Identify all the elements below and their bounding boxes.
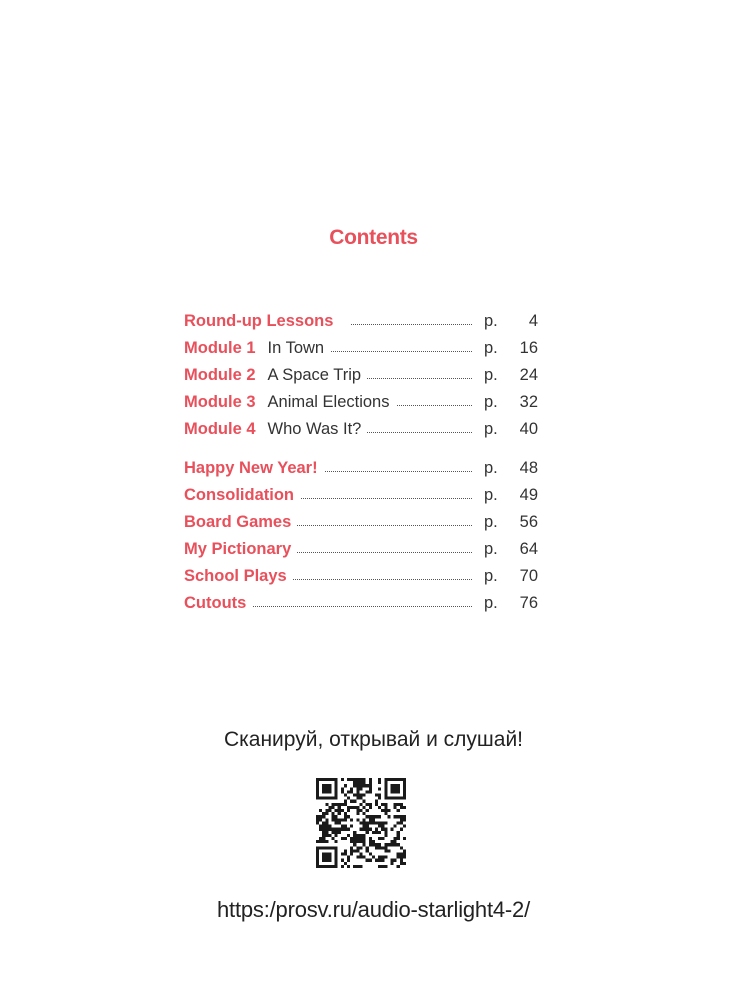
toc-entry-p: p. bbox=[484, 459, 498, 477]
toc-entry-board-games[interactable] bbox=[184, 509, 540, 536]
toc-entry-page: 70 bbox=[519, 567, 538, 585]
toc-entry-page: 4 bbox=[528, 312, 538, 330]
toc-entry-p: p. bbox=[484, 420, 498, 438]
toc-entry-page: 64 bbox=[519, 540, 538, 558]
toc-entry-label: Module 1 bbox=[184, 339, 256, 357]
toc-entry-page: 56 bbox=[519, 513, 538, 531]
toc-entry-p: p. bbox=[484, 486, 498, 504]
toc-entry-page: 49 bbox=[519, 486, 538, 504]
toc-entry-module-4[interactable] bbox=[184, 416, 540, 443]
toc-entry-p: p. bbox=[484, 567, 498, 585]
toc-entry-label: My Pictionary bbox=[184, 536, 297, 563]
toc-entry-p: p. bbox=[484, 594, 498, 612]
toc-entry-module-2[interactable] bbox=[184, 362, 540, 389]
toc-main-list bbox=[184, 308, 540, 443]
qr-code-modules bbox=[316, 778, 406, 868]
toc-entry-label: Consolidation bbox=[184, 482, 300, 509]
toc-extra-list bbox=[184, 455, 540, 617]
page-title: Contents bbox=[329, 226, 418, 249]
toc-entry-p: p. bbox=[484, 540, 498, 558]
toc-entry-page: 16 bbox=[519, 339, 538, 357]
toc-entry-subtitle: Animal Elections bbox=[267, 393, 390, 411]
toc-entry-happy-new-year[interactable] bbox=[184, 455, 540, 482]
toc-entry-label: School Plays bbox=[184, 563, 293, 590]
toc-entry-p: p. bbox=[484, 513, 498, 531]
toc-entry-page: 24 bbox=[519, 366, 538, 384]
toc-entry-page: 48 bbox=[519, 459, 538, 477]
toc-entry-round-up-lessons[interactable] bbox=[184, 308, 540, 335]
scan-instruction: Сканируй, открывай и слушай! bbox=[223, 728, 524, 751]
audio-url-link[interactable]: https:/prosv.ru/audio-starlight4-2/ bbox=[217, 897, 530, 922]
toc-entry-p: p. bbox=[484, 339, 498, 357]
toc-entry-module-1[interactable] bbox=[184, 335, 540, 362]
toc-entry-label: Happy New Year! bbox=[184, 455, 324, 482]
toc-entry-label: Board Games bbox=[184, 509, 297, 536]
toc-entry-subtitle: In Town bbox=[267, 339, 325, 357]
toc-entry-p: p. bbox=[484, 366, 498, 384]
toc-entry-p: p. bbox=[484, 312, 498, 330]
toc-entry-cutouts[interactable] bbox=[184, 590, 540, 617]
toc-entry-label: Round-up Lessons bbox=[184, 312, 334, 330]
toc-entry-subtitle: Who Was It? bbox=[267, 420, 362, 438]
toc-entry-consolidation[interactable] bbox=[184, 482, 540, 509]
toc-entry-label: Cutouts bbox=[184, 590, 252, 617]
toc-entry-subtitle: A Space Trip bbox=[267, 366, 362, 384]
toc-entry-page: 40 bbox=[519, 420, 538, 438]
toc-entry-label: Module 3 bbox=[184, 393, 256, 411]
toc-entry-page: 76 bbox=[519, 594, 538, 612]
toc-entry-label: Module 2 bbox=[184, 366, 256, 384]
toc-entry-label: Module 4 bbox=[184, 420, 256, 438]
toc-entry-module-3[interactable] bbox=[184, 389, 540, 416]
toc-entry-school-plays[interactable] bbox=[184, 563, 540, 590]
qr-code-icon[interactable] bbox=[316, 778, 406, 868]
toc-entry-page: 32 bbox=[519, 393, 538, 411]
toc-entry-p: p. bbox=[484, 393, 498, 411]
toc-entry-my-pictionary[interactable] bbox=[184, 536, 540, 563]
